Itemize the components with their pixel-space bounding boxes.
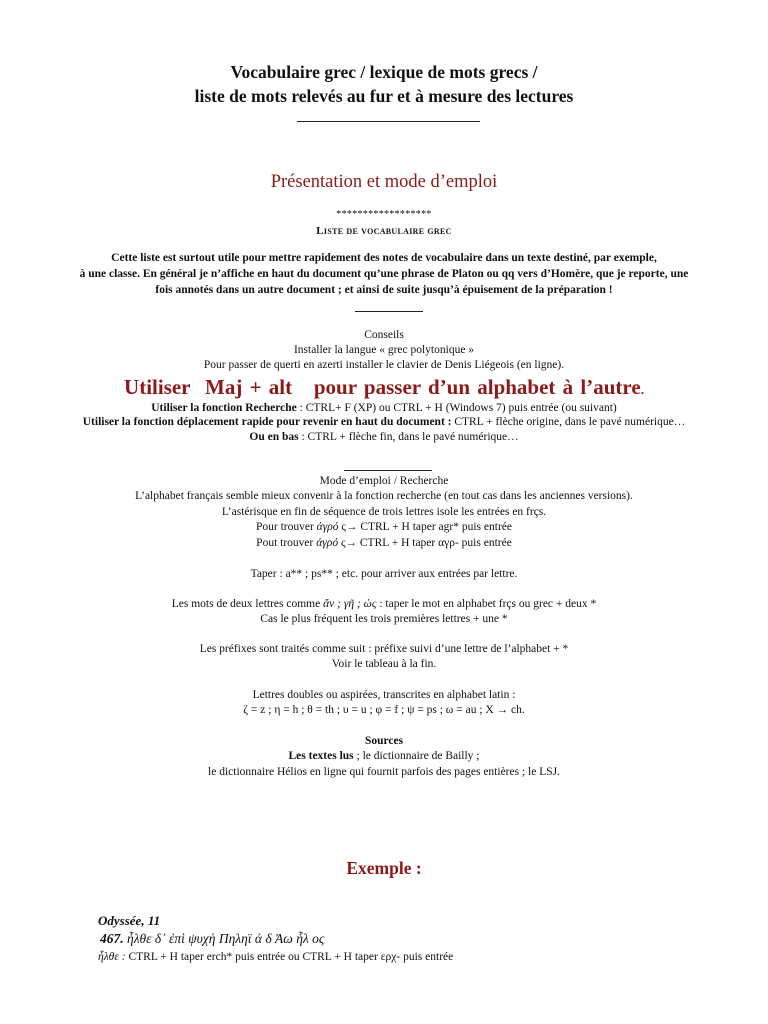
mode-line-5: Taper : a** ; ps** ; etc. pour arriver aux entrées par lettre.: [250, 568, 518, 580]
presentation-heading: Présentation et mode d’emploi: [270, 172, 498, 192]
mode-line-1: L’alphabet français semble mieux convenir à la fonction recherche (en tout cas dans les anciennes versions).: [135, 490, 633, 502]
shortcut-callout-keys: Maj + alt: [205, 375, 293, 399]
intro-line-1: Cette liste est surtout utile pour mettre rapidement des notes de vocabulaire dans un texte destiné, par exemple,: [111, 252, 657, 264]
mode-line-7: Cas le plus fréquent les trois premières lettres + une *: [260, 613, 508, 625]
example-note-greek: ἦλθε :: [98, 951, 126, 963]
title-divider: [297, 121, 480, 122]
mode-line-10: Lettres doubles ou aspirées, transcrites en alphabet latin :: [252, 689, 516, 701]
sources-line-1-bold: Les textes lus: [288, 750, 354, 762]
en-bas-line: [0, 431, 768, 443]
intro-line-2: à une classe. En général je n’affiche en haut du document qu’une phrase de Platon ou qq vers d’Homère, que je reporte, une: [79, 268, 689, 280]
shortcut-callout: [0, 375, 768, 400]
shortcut-callout-c: pour passer d’un alphabet à l’autre: [313, 375, 641, 399]
mode-line-6: [0, 598, 768, 610]
en-bas-label: Ou en bas: [249, 431, 299, 443]
mode-line-6-greek: ἄν ; γῆ ; ὡς: [323, 598, 377, 610]
mode-line-3: [0, 521, 768, 533]
deplacement-label: Utiliser la fonction déplacement rapide pour revenir en haut du document :: [82, 416, 452, 428]
mode-line-6-a: Les mots de deux lettres comme: [171, 598, 324, 610]
conseils-line-2: Pour passer de querti en azerti installer le clavier de Denis Liégeois (en ligne).: [203, 359, 565, 371]
mode-line-3-greek: ἀγρό: [316, 521, 339, 533]
mode-line-11: ζ = z ; η = h ; θ = th ; υ = u ; φ = f ; ψ = ps ; ω = au ; Χ → ch.: [243, 704, 525, 716]
title-line-2: liste de mots relevés au fur et à mesure des lectures: [194, 86, 574, 106]
sources-line-2: le dictionnaire Hélios en ligne qui fournit parfois des pages entières ; le LSJ.: [208, 766, 560, 778]
example-verse-number: 467.: [100, 931, 124, 946]
shortcut-callout-a: Utiliser: [124, 375, 191, 399]
mode-line-9: Voir le tableau à la fin.: [331, 658, 437, 670]
conseils-heading: Conseils: [364, 329, 404, 341]
mode-line-2: L’astérisque en fin de séquence de trois lettres isole les entrées en frçs.: [221, 506, 547, 518]
example-heading: Exemple :: [346, 858, 422, 878]
example-note: [98, 951, 453, 963]
sources-line-1: [0, 750, 768, 762]
mode-line-8: Les préfixes sont traités comme suit : préfixe suivi d’une lettre de l’alphabet + *: [199, 643, 569, 655]
example-verse: [100, 931, 324, 947]
example-note-text: CTRL + H taper erch* puis entrée ou CTRL + H taper ερχ- puis entrée: [125, 951, 454, 963]
mode-line-6-b: : taper le mot en alphabet frçs ou grec + deux *: [376, 598, 597, 610]
vocab-list-subheading: Liste de vocabulaire grec: [316, 225, 452, 237]
recherche-text: : CTRL+ F (XP) ou CTRL + H (Windows 7) puis entrée (ou suivant): [296, 402, 617, 414]
conseils-line-1: Installer la langue « grec polytonique »: [293, 344, 475, 356]
title-line-1: Vocabulaire grec / lexique de mots grecs /: [230, 62, 538, 82]
deplacement-text: CTRL + flèche origine, dans le pavé numérique…: [451, 416, 686, 428]
en-bas-text: : CTRL + flèche fin, dans le pavé numérique…: [298, 431, 519, 443]
sources-heading: Sources: [364, 735, 404, 747]
intro-line-3: fois annotés dans un autre document ; et ainsi de suite jusqu’à épuisement de la préparation !: [155, 284, 613, 296]
recherche-label: Utiliser la fonction Recherche: [151, 402, 297, 414]
mode-line-4-greek: ἀγρό: [316, 537, 339, 549]
mode-heading: Mode d’emploi / Recherche: [319, 475, 449, 487]
mode-line-3-b: ς→ CTRL + H taper agr* puis entrée: [338, 521, 512, 533]
stars-separator: ******************: [336, 209, 432, 220]
conseils-divider: [344, 470, 432, 471]
intro-divider: [355, 311, 423, 312]
example-verse-text: ἦλθε δ᾽ ἐπὶ ψυχὴ Πηληϊ ά δ Ἀω ἦλ ος: [123, 931, 325, 946]
mode-line-3-a: Pour trouver: [255, 521, 317, 533]
sources-line-1-text: ; le dictionnaire de Bailly ;: [353, 750, 480, 762]
mode-line-4: [0, 537, 768, 549]
example-reference: Odyssée, 11: [98, 913, 161, 928]
deplacement-line: [0, 416, 768, 428]
mode-line-4-a: Pout trouver: [256, 537, 317, 549]
mode-line-4-b: ς→ CTRL + H taper αγρ- puis entrée: [338, 537, 512, 549]
shortcut-callout-dot: .: [640, 382, 644, 397]
recherche-line: [0, 402, 768, 414]
